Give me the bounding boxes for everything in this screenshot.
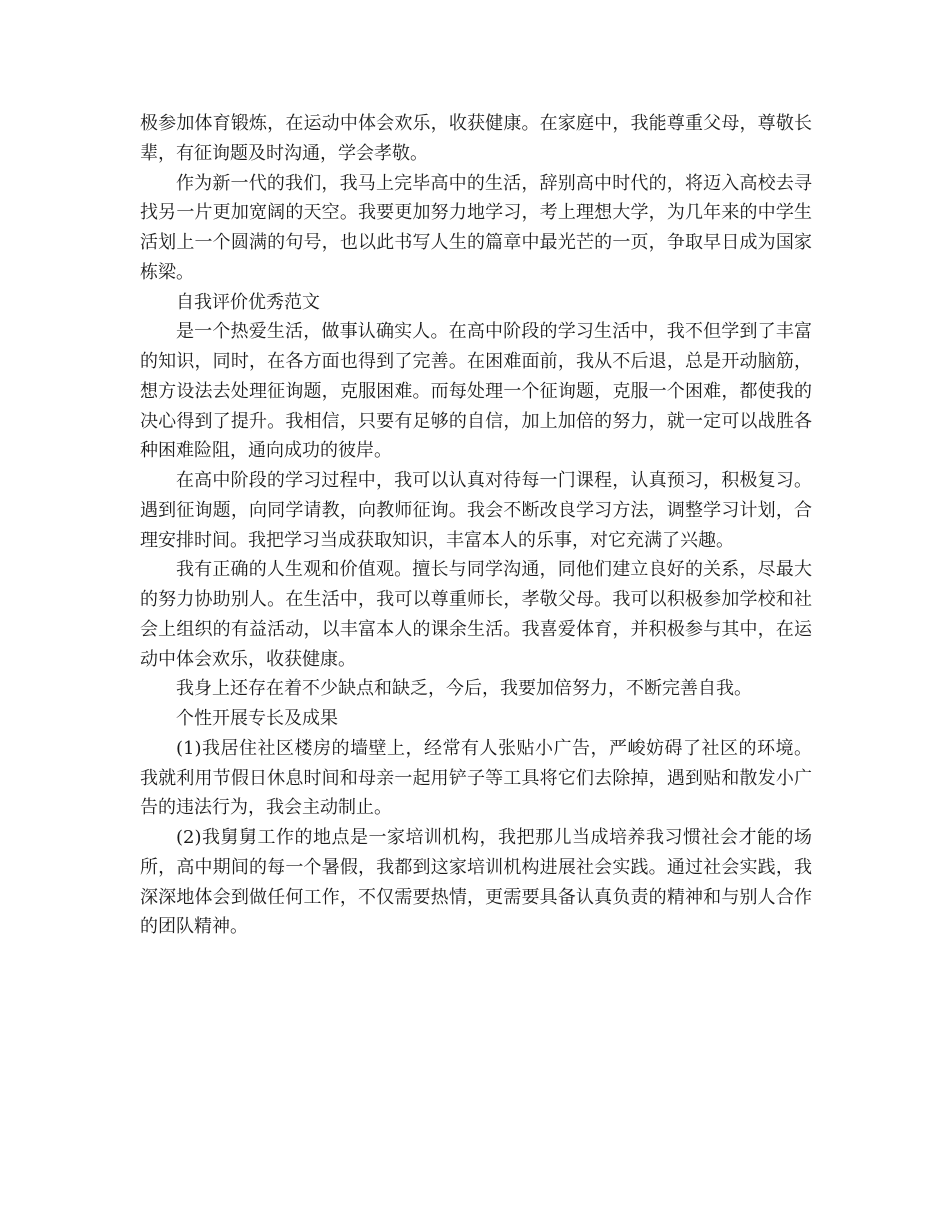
section-heading-specialties: 个性开展专长及成果	[176, 708, 338, 729]
document-body	[140, 109, 812, 942]
paragraph-continued-exercise: 极参加体育锻炼，在运动中体会欢乐，收获健康。在家庭中，我能尊重父母，尊敬长辈，有征询题及时沟通，学会孝敬。	[140, 113, 812, 164]
paragraph-shortcomings: 我身上还存在着不少缺点和缺乏，今后，我要加倍努力，不断完善自我。	[176, 678, 752, 700]
paragraph-social-practice: (2)我舅舅工作的地点是一家培训机构，我把那儿当成培养我习惯社会才能的场所，高中期间的每一个暑假，我都到这家培训机构进展社会实践。通过社会实践，我深深地体会到做任何工作，不仅需要热情，更需要具备认真负责的精神和与别人合作的团队精神。	[140, 827, 812, 938]
paragraph-community-service: (1)我居住社区楼房的墙壁上，经常有人张贴小广告，严峻妨碍了社区的环境。我就利用节假日休息时间和母亲一起用铲子等工具将它们去除掉，遇到贴和散发小广告的违法行为，我会主动制止。	[140, 737, 812, 819]
paragraph-love-of-life: 是一个热爱生活，做事认确实人。在高中阶段的学习生活中，我不但学到了丰富的知识，同时，在各方面也得到了完善。在困难面前，我从不后退，总是开动脑筋，想方设法去处理征询题，克服困难。而每处理一个征询题，克服一个困难，都使我的决心得到了提升。我相信，只要有足够的自信，加上加倍的努力，就一定可以战胜各种困难险阻，通向成功的彼岸。	[140, 321, 812, 462]
paragraph-future-plans: 作为新一代的我们，我马上完毕高中的生活，辞别高中时代的，将迈入高校去寻找另一片更加宽阔的天空。我要更加努力地学习，考上理想大学，为几年来的中学生活划上一个圆满的句号，也以此书写人生的篇章中最光芒的一页，争取早日成为国家栋梁。	[140, 172, 812, 283]
section-heading-self-evaluation: 自我评价优秀范文	[176, 291, 320, 313]
paragraph-values: 我有正确的人生观和价值观。擅长与同学沟通，同他们建立良好的关系，尽最大的努力协助别人。在生活中，我可以尊重师长，孝敬父母。我可以积极参加学校和社会上组织的有益活动，以丰富本人的课余生活。我喜爱体育，并积极参与其中，在运动中体会欢乐，收获健康。	[140, 559, 812, 670]
paragraph-study-process: 在高中阶段的学习过程中，我可以认真对待每一门课程，认真预习，积极复习。遇到征询题，向同学请教，向教师征询。我会不断改良学习方法，调整学习计划，合理安排时间。我把学习当成获取知识，丰富本人的乐事，对它充满了兴趣。	[140, 470, 812, 551]
